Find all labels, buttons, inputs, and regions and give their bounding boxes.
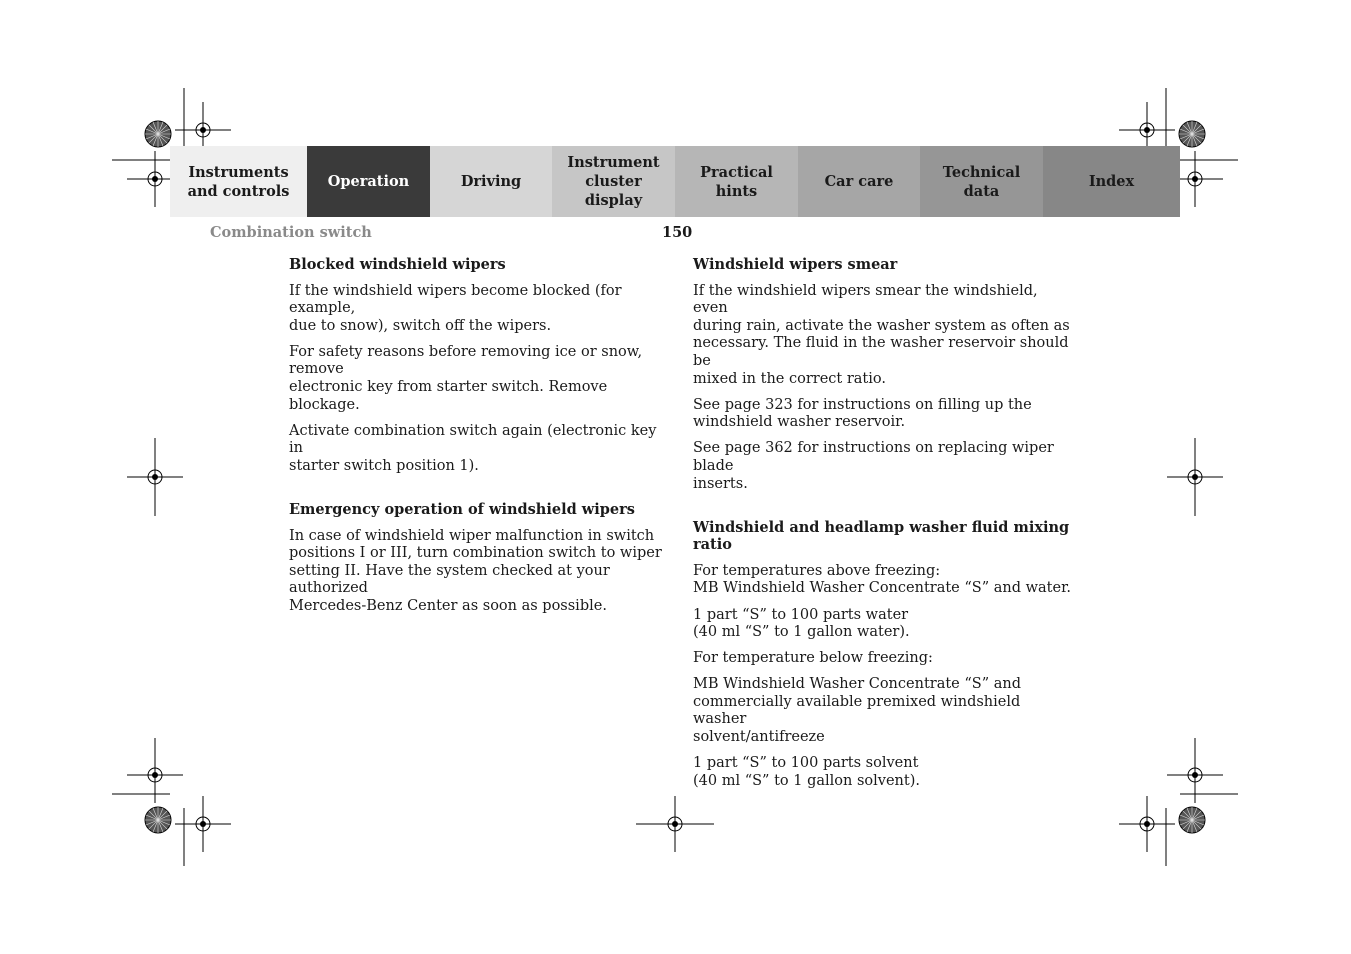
tab-label: Instruments and controls (187, 163, 290, 200)
blocked-wipers-heading: Blocked windshield wipers (289, 256, 506, 273)
paragraph: 1 part “S” to 100 parts water (40 ml “S” to 1 gallon water). (693, 606, 910, 641)
paragraph: Activate combination switch again (electronic key in starter switch position 1). (289, 422, 657, 474)
paragraph: 1 part “S” to 100 parts solvent (40 ml “S” to 1 gallon solvent). (693, 755, 920, 789)
tab-instruments-and-controls[interactable] (170, 146, 307, 217)
paragraph: For temperatures above freezing: MB Windshield Washer Concentrate “S” and water. (693, 562, 1072, 597)
tab-label: Technical data (942, 163, 1021, 200)
paragraph: In case of windshield wiper malfunction in switch positions I or III, turn combination switch to wiper setting II. Have the system checked at your authorized Mercedes-Benz Center as soon as possible. (289, 527, 662, 614)
tab-label: Practical hints (700, 163, 773, 200)
tab-car-care[interactable] (798, 146, 920, 217)
emergency-operation-heading: Emergency operation of windshield wipers (289, 501, 635, 519)
paragraph: See page 323 for instructions on filling up the windshield washer reservoir. (693, 396, 1032, 431)
tab-operation[interactable] (307, 146, 430, 217)
tab-label: Car care (824, 173, 894, 190)
tab-practical-hints[interactable] (675, 146, 798, 217)
wipers-smear-heading: Windshield wipers smear (693, 256, 898, 273)
paragraph: See page 362 for instructions on replacing wiper blade inserts. (693, 440, 1054, 492)
tab-instrument-cluster-display[interactable] (552, 146, 675, 217)
tab-technical-data[interactable] (920, 146, 1043, 217)
paragraph: If the windshield wipers smear the windshield, even during rain, activate the washer system as often as necessary. The fluid in the washer reservoir should be mixed in the correct ratio. (693, 282, 1070, 387)
paragraph: If the windshield wipers become blocked (for example, due to snow), switch off the wipers. (289, 282, 622, 334)
paragraph: For temperature below freezing: (693, 650, 933, 667)
tab-index[interactable] (1043, 146, 1180, 217)
right-column (693, 256, 1073, 799)
left-column (289, 256, 669, 624)
section-heading: Combination switch (210, 224, 372, 241)
paragraph: For safety reasons before removing ice or snow, remove electronic key from starter switch. Remove blockage. (289, 343, 643, 413)
section-tabs (170, 146, 1180, 217)
page-number: 150 (662, 224, 693, 241)
paragraph: MB Windshield Washer Concentrate “S” and commercially available premixed windshield washer solvent/antifreeze (693, 676, 1021, 746)
tab-label: Index (1088, 173, 1135, 190)
tab-label: Driving (460, 173, 522, 190)
mixing-ratio-heading: Windshield and headlamp washer fluid mixing ratio (693, 518, 1070, 554)
tab-label: Operation (327, 173, 410, 190)
tab-label: Instrument cluster display (567, 154, 660, 209)
tab-driving[interactable] (430, 146, 552, 217)
